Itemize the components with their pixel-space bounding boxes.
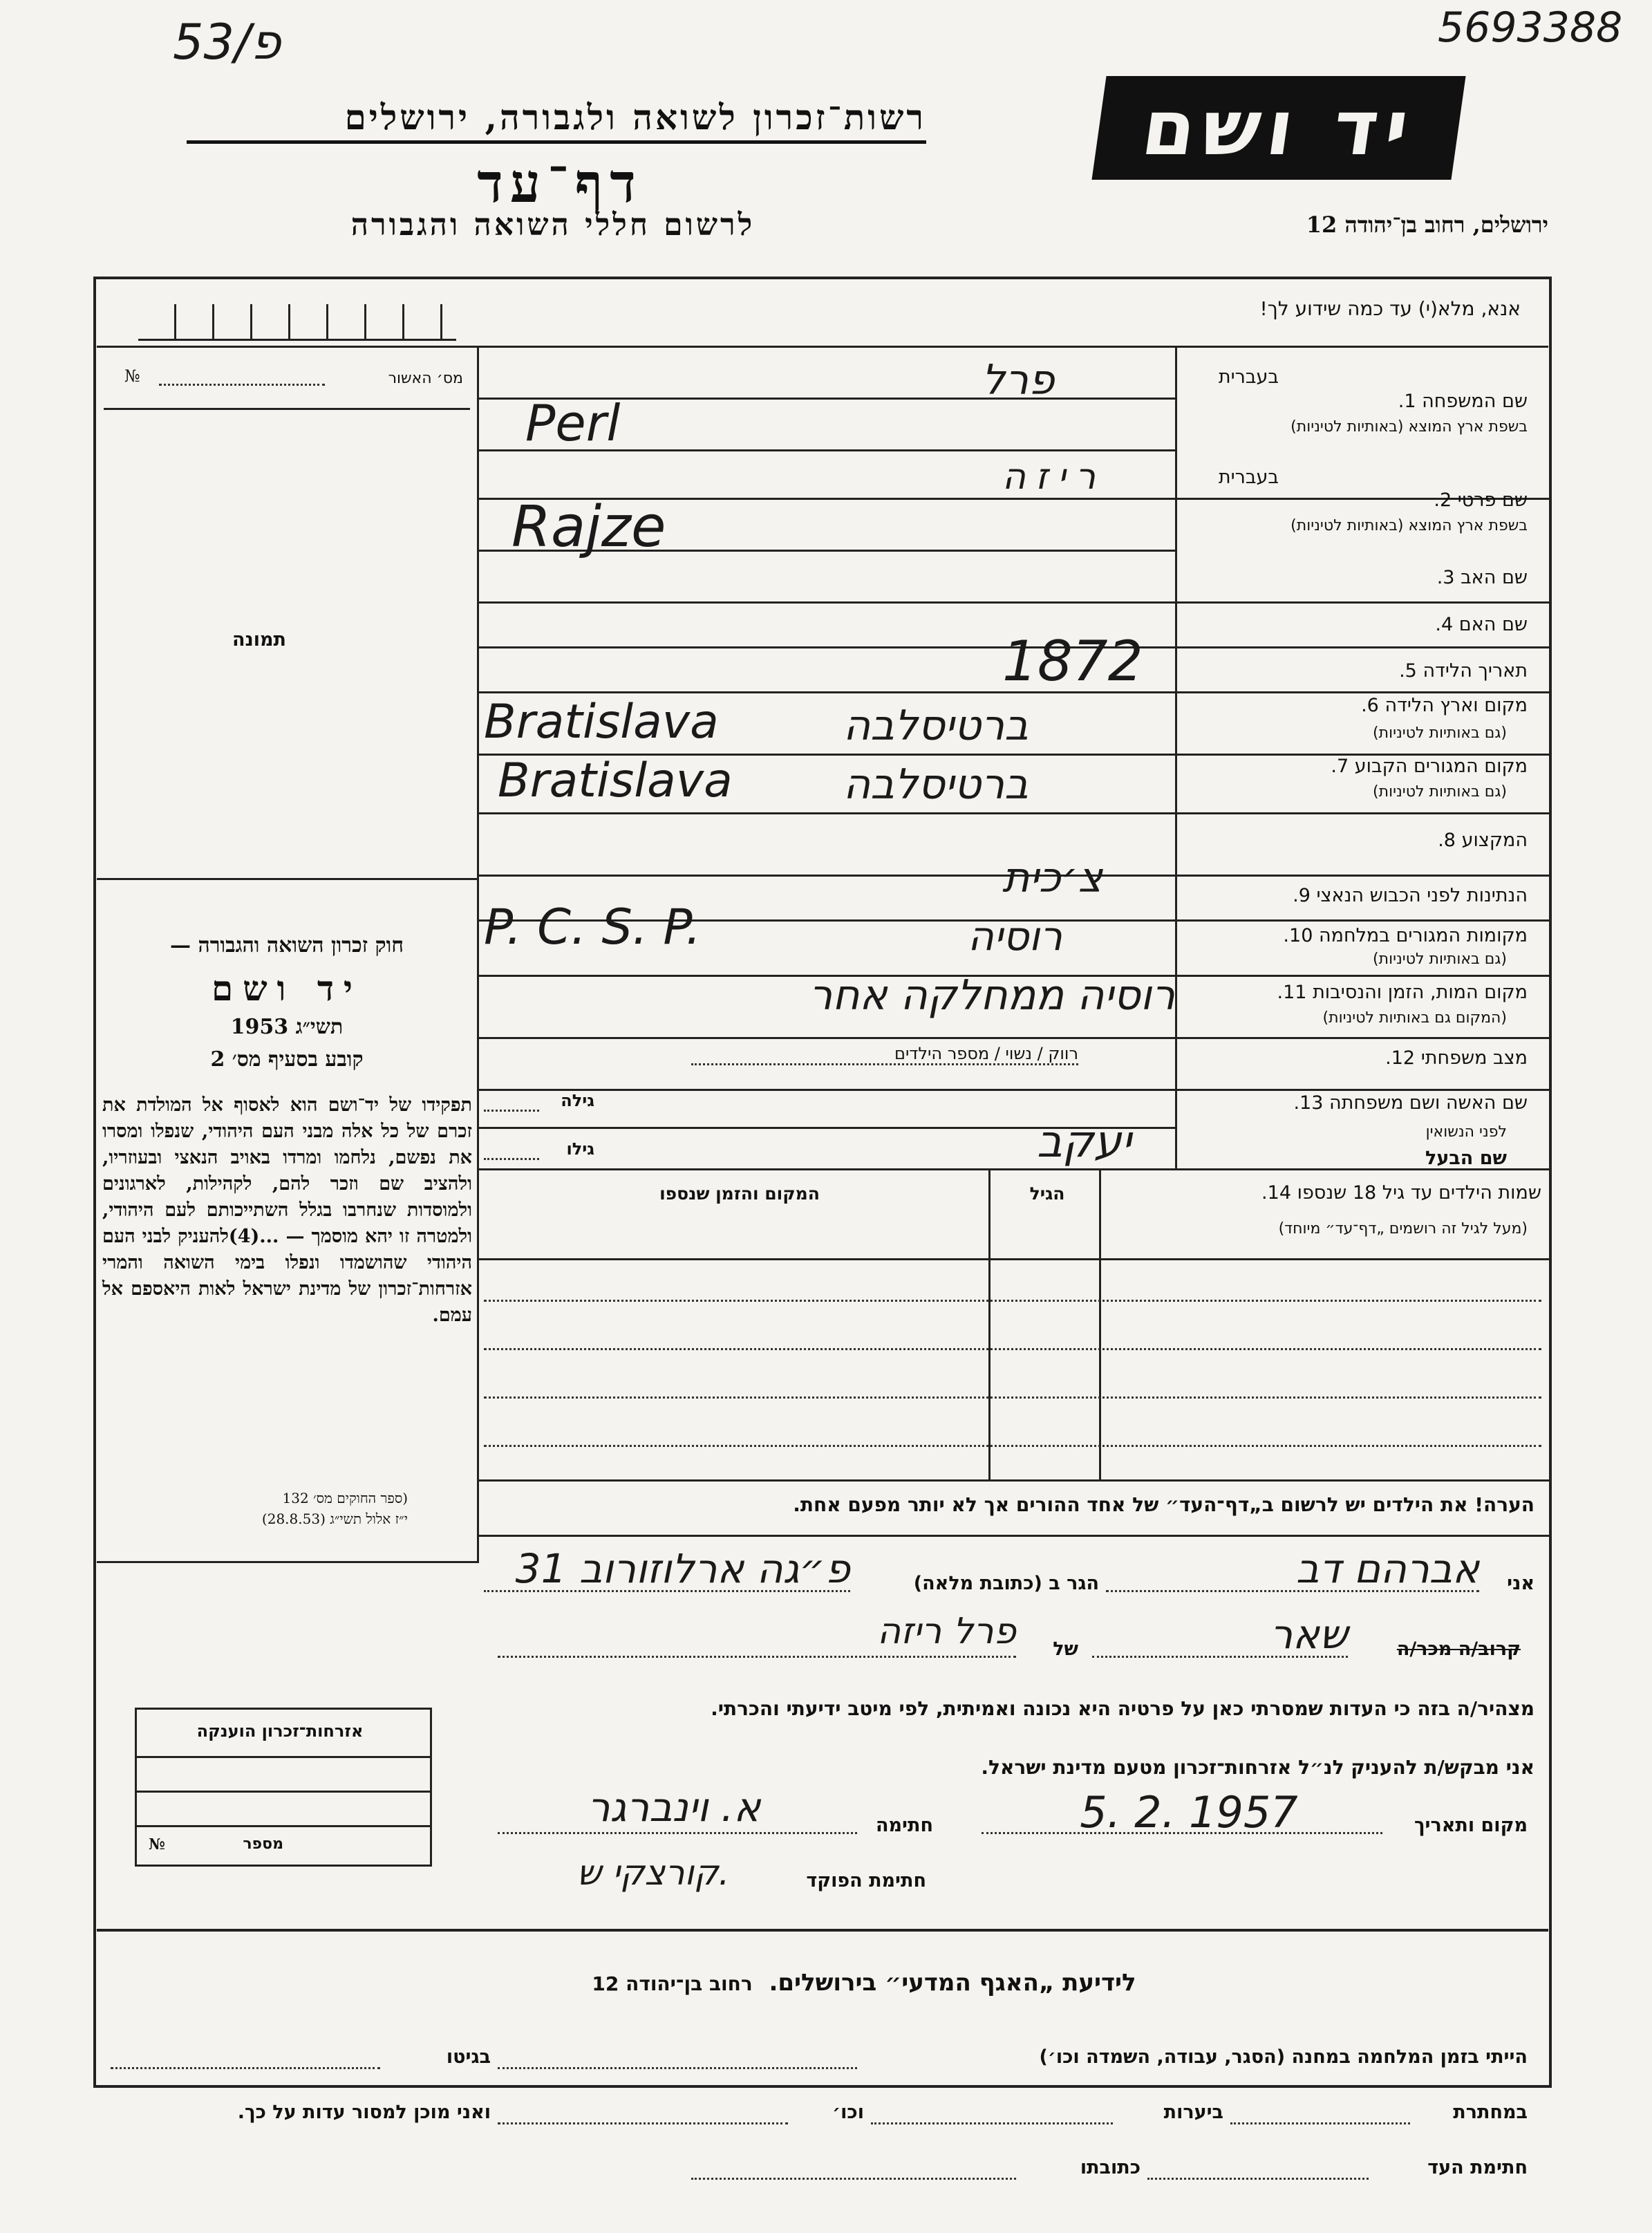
footer-title-a: לידיעת „האגף המדעי״ בירושלים. bbox=[769, 1969, 1136, 1997]
f12-num: 12. bbox=[1385, 1047, 1416, 1069]
children-bottom bbox=[479, 1479, 1550, 1482]
f5-label-text: תאריך הלידה bbox=[1423, 660, 1528, 682]
decl-relation-line bbox=[1092, 1656, 1348, 1658]
decl-sign-value[interactable]: א. וינברגר bbox=[587, 1784, 761, 1831]
f7-value-latin[interactable]: Bratislava bbox=[498, 754, 733, 808]
decl-date-value[interactable]: 5. 2. 1957 bbox=[1080, 1787, 1298, 1838]
f9-label-text: הנתינות לפני הכבוש הנאצי bbox=[1316, 885, 1528, 906]
form-subtitle: לרשום חללי השואה והגבורה bbox=[350, 207, 755, 243]
decl-of-line bbox=[498, 1656, 1016, 1658]
citizenship-line bbox=[137, 1825, 430, 1827]
footer-line1-fill-2 bbox=[111, 2067, 380, 2069]
f2-sub: בשפת ארץ המוצא (באותיות לטיניות) bbox=[1290, 517, 1528, 534]
f10-value-latin[interactable]: P. C. S. P. bbox=[484, 899, 702, 955]
children-row-line bbox=[484, 1396, 1541, 1399]
f10-sub: (גם באותיות לטיניות) bbox=[1373, 951, 1507, 968]
f1-label-text: שם המשפחה bbox=[1422, 391, 1528, 412]
children-row-line bbox=[484, 1445, 1541, 1447]
decl-statement-1: מצהיר/ה בזה כי העדות שמסרתי כאן על פרטיה היא נכונה ואמיתית, לפי מיטב ידיעתי והכרתי. bbox=[711, 1697, 1534, 1720]
decl-statement-2: אני מבקש/ת להעניק לנ״ל אזרחות־זכרון מטעם מדינת ישראל. bbox=[981, 1756, 1534, 1779]
f3-num: 3. bbox=[1436, 567, 1455, 588]
decl-official-label: חתימת הפוקד bbox=[806, 1870, 926, 1891]
law-text: תפקידו של יד־ושם הוא לאסוף אל המולדת את זכרם של כל אלה מבני העם היהודי, שנפלו ומסרו את נפשם, נלחמו ומרדו באויב הנאצי ובעוזריו, ולהציב שם וזכר להם, לקהילות, לארגונים ולמוסדות שנחרבו בגלל השתייכותם לעם היהודי, ולמטרה זו יהא מוסמך — ...(4)להעניק לבני העם היהודי שהושמדו ונפלו בימי השואה והמרי אזרחות־זכרון של מדינת ישראל לאות היאספם אל עמם. bbox=[102, 1094, 473, 1326]
decl-official-value[interactable]: קורצקי ש. bbox=[576, 1853, 730, 1893]
decl-gar-label: הגר ב (כתובת מלאה) bbox=[913, 1573, 1099, 1594]
f3-label bbox=[1313, 567, 1528, 588]
corner-mark-right: 5693388 bbox=[1438, 3, 1623, 52]
instructions-divider bbox=[97, 346, 1548, 348]
cert-no: № bbox=[124, 366, 140, 386]
row-line bbox=[479, 1089, 1550, 1091]
left-col-divider bbox=[477, 346, 479, 1562]
row-line bbox=[479, 1037, 1550, 1039]
photo-label: תמונה bbox=[232, 629, 287, 651]
f8-num: 8. bbox=[1438, 830, 1456, 851]
footer-title-b: רחוב בן־יהודה 12 bbox=[592, 1972, 753, 1995]
f10-label-text: מקומות המגורים במלחמה bbox=[1318, 925, 1528, 946]
decl-relation-value[interactable]: שאר bbox=[1270, 1611, 1348, 1658]
law-ref-2: י״ז אלול תשי״ג (28.8.53) bbox=[261, 1511, 408, 1527]
f9-label bbox=[1189, 885, 1528, 906]
children-col-age: הגיל bbox=[1029, 1184, 1065, 1204]
f4-label bbox=[1313, 614, 1528, 635]
footer-line1: הייתי בזמן המלחמה במחנה (הסגר, עבודה, השמדה וכו׳) bbox=[1039, 2046, 1528, 2068]
f1-sub: בשפת ארץ המוצא (באותיות לטיניות) bbox=[1290, 418, 1528, 436]
corner-mark-left: 53/פ bbox=[173, 14, 281, 71]
f1-label bbox=[1313, 391, 1528, 412]
tick-marks bbox=[138, 304, 456, 341]
decl-relation-label: קרוב/ה מכר/ה bbox=[1396, 1638, 1521, 1660]
logo bbox=[1091, 76, 1465, 180]
citizenship-line bbox=[137, 1756, 430, 1758]
decl-sign-label: חתימה bbox=[875, 1815, 933, 1836]
f9-num: 9. bbox=[1293, 885, 1311, 906]
f13-label bbox=[1230, 1092, 1528, 1114]
footer-line2-fill-b bbox=[871, 2122, 1113, 2124]
decl-of-value[interactable]: פרל ריזה bbox=[877, 1611, 1016, 1652]
law-clause: קובע בסעיף מס׳ 2 bbox=[210, 1047, 364, 1072]
f11-num: 11. bbox=[1277, 982, 1307, 1003]
instructions: אנא, מלא(י) עד כמה שידוע לך! bbox=[1259, 297, 1521, 320]
row-line bbox=[479, 601, 1550, 604]
f2-label bbox=[1313, 489, 1528, 511]
address: ירושלים, רחוב בן־יהודה 12 bbox=[1306, 212, 1548, 238]
footer-line1-fill bbox=[498, 2067, 857, 2069]
decl-address-line bbox=[484, 1590, 850, 1592]
children-row-line bbox=[484, 1348, 1541, 1350]
decl-of-label: של bbox=[1053, 1638, 1078, 1660]
footer-title bbox=[484, 1969, 1244, 1997]
footer-line1-end: בגיטו bbox=[446, 2046, 491, 2068]
f6-num: 6. bbox=[1361, 695, 1379, 716]
logo-text: יד ושם bbox=[1136, 84, 1421, 172]
children-num: 14. bbox=[1261, 1182, 1291, 1204]
f8-label bbox=[1313, 830, 1528, 851]
footer-line2-end: ואני מוכן למסור עדות על כך. bbox=[237, 2102, 491, 2123]
children-label-text: שמות הילדים עד גיל 18 שנספו bbox=[1297, 1182, 1541, 1204]
f7-value-he[interactable]: ברטיסלבה bbox=[843, 760, 1029, 809]
citizenship-line bbox=[137, 1791, 430, 1793]
cert-label: מס׳ האשור bbox=[388, 370, 463, 387]
f6-label bbox=[1279, 695, 1528, 716]
note: הערה! את הילדים יש לרשום ב„דף־העד״ של אחד ההורים אך לא יותר מפעם אחת. bbox=[793, 1493, 1534, 1516]
decl-address-value[interactable]: פ״גה ארלוזורוב 31 bbox=[515, 1545, 850, 1592]
f6-value-latin[interactable]: Bratislava bbox=[484, 695, 719, 749]
f10-value-he[interactable]: רוסיה bbox=[968, 913, 1063, 960]
row-line bbox=[479, 812, 1550, 814]
f10-num: 10. bbox=[1283, 925, 1313, 946]
footer-line2-fill-a bbox=[1230, 2122, 1410, 2124]
f11-value-he[interactable]: רוסיה ממחלקה אחר bbox=[809, 971, 1175, 1020]
f1-value-latin[interactable]: Perl bbox=[525, 394, 621, 452]
f6-value-he[interactable]: ברטיסלבה bbox=[843, 702, 1029, 750]
f9-value-he[interactable]: צ׳כית bbox=[1002, 854, 1103, 902]
f5-num: 5. bbox=[1399, 660, 1417, 682]
f11-sub: (המקום גם באותיות לטיניות) bbox=[1322, 1009, 1507, 1027]
org-line: רשות־זכרון לשואה ולגבורה, ירושלים bbox=[187, 97, 926, 144]
children-sub: (מעל לגיל זה רושמים „דף־עד״ מיוחד) bbox=[1278, 1220, 1528, 1237]
f12-label-text: מצב משפחתי bbox=[1420, 1047, 1528, 1069]
f7-sub: (גם באותיות לטיניות) bbox=[1373, 783, 1507, 801]
note-bottom bbox=[479, 1535, 1550, 1537]
footer-line2-c: וכו׳ bbox=[832, 2102, 864, 2123]
decl-place-date-label: מקום ותאריך bbox=[1414, 1815, 1528, 1836]
f7-num: 7. bbox=[1331, 756, 1349, 777]
f2-label-text: שם פרטי bbox=[1457, 489, 1528, 511]
f-husband-age-label: גילו bbox=[566, 1139, 594, 1159]
f2-num: 2. bbox=[1434, 489, 1452, 511]
f11-label-text: מקום המות, הזמן והנסיבות bbox=[1313, 982, 1528, 1003]
f10-label bbox=[1189, 925, 1528, 946]
f6-label-text: מקום וארץ הלידה bbox=[1385, 695, 1528, 716]
children-header-line bbox=[479, 1258, 1550, 1260]
f13-label-text: שם האשה ושם משפחתה bbox=[1329, 1092, 1528, 1114]
f1-num: 1. bbox=[1398, 391, 1416, 412]
decl-name-value[interactable]: אברהם דב bbox=[1295, 1545, 1479, 1592]
f5-label bbox=[1313, 660, 1528, 682]
f1-lang: בעברית bbox=[1218, 366, 1279, 388]
decl-ani: אני bbox=[1507, 1573, 1534, 1594]
f6-sub: (גם באותיות לטיניות) bbox=[1373, 725, 1507, 742]
f11-label bbox=[1189, 982, 1528, 1003]
children-col-place: המקום והזמן שנספו bbox=[659, 1184, 820, 1204]
decl-sign-line bbox=[498, 1832, 857, 1834]
cert-line bbox=[159, 384, 325, 386]
f-husband-age-line bbox=[484, 1158, 539, 1160]
f13-sub: לפני הנשואין bbox=[1425, 1123, 1507, 1141]
citizenship-title: אזרחות־זכרון הוענקה bbox=[196, 1721, 364, 1741]
children-row-line bbox=[484, 1300, 1541, 1302]
footer-line3-b: כתובתו bbox=[1080, 2157, 1141, 2178]
law-name: יד ושם bbox=[212, 968, 362, 1009]
f4-label-text: שם האם bbox=[1458, 614, 1528, 635]
f5-value[interactable]: 1872 bbox=[1002, 629, 1143, 693]
f12-value: רווק / נשוי / מספר הילדים bbox=[691, 1044, 1078, 1065]
f2-value-latin[interactable]: Rajze bbox=[511, 494, 666, 560]
f3-label-text: שם האב bbox=[1461, 567, 1528, 588]
f1-value-he[interactable]: פרל bbox=[982, 356, 1055, 404]
f8-label-text: המקצוע bbox=[1461, 830, 1528, 851]
law-title: חוק זכרון השואה והגבורה — bbox=[170, 933, 404, 957]
children-label bbox=[1106, 1182, 1541, 1204]
f4-num: 4. bbox=[1435, 614, 1454, 635]
footer-line3-fill-b bbox=[691, 2178, 1016, 2180]
f7-label-text: מקום המגורים הקבוע bbox=[1354, 756, 1528, 777]
law-year: תשי״ג 1953 bbox=[230, 1015, 344, 1039]
f13-num: 13. bbox=[1293, 1092, 1324, 1114]
children-col-divider-2 bbox=[988, 1168, 991, 1479]
label-col-divider bbox=[1175, 346, 1177, 1168]
f-husband-label: שם הבעל bbox=[1425, 1148, 1507, 1169]
decl-date-line bbox=[982, 1832, 1382, 1834]
children-col-divider-1 bbox=[1099, 1168, 1101, 1479]
footer-line2-fill-c bbox=[498, 2122, 788, 2124]
law-ref-1: (ספר החוקים מס׳ 132 bbox=[282, 1490, 408, 1506]
footer-line2-a: במחתרת bbox=[1453, 2102, 1528, 2123]
decl-name-line bbox=[1106, 1590, 1479, 1592]
citizenship-no-label: מספר bbox=[243, 1835, 283, 1853]
footer-line3-a: חתימת העד bbox=[1427, 2157, 1528, 2178]
photo-bottom bbox=[97, 878, 477, 880]
form-title: דף־עד bbox=[477, 152, 643, 215]
footer-divider bbox=[97, 1929, 1548, 1932]
f2-value-he[interactable]: ריזה bbox=[1002, 456, 1105, 498]
f2-lang: בעברית bbox=[1218, 467, 1279, 488]
f13-age-label: גילה bbox=[561, 1091, 594, 1110]
footer-line2-b: ביערות bbox=[1163, 2102, 1223, 2123]
f13-age-line bbox=[484, 1110, 539, 1112]
citizenship-no: № bbox=[149, 1835, 165, 1853]
footer-line3-fill-a bbox=[1147, 2178, 1369, 2180]
cert-underline bbox=[104, 408, 470, 410]
f7-label bbox=[1244, 756, 1528, 777]
f12-label bbox=[1313, 1047, 1528, 1069]
f-husband-value[interactable]: יעקב bbox=[1037, 1116, 1132, 1168]
